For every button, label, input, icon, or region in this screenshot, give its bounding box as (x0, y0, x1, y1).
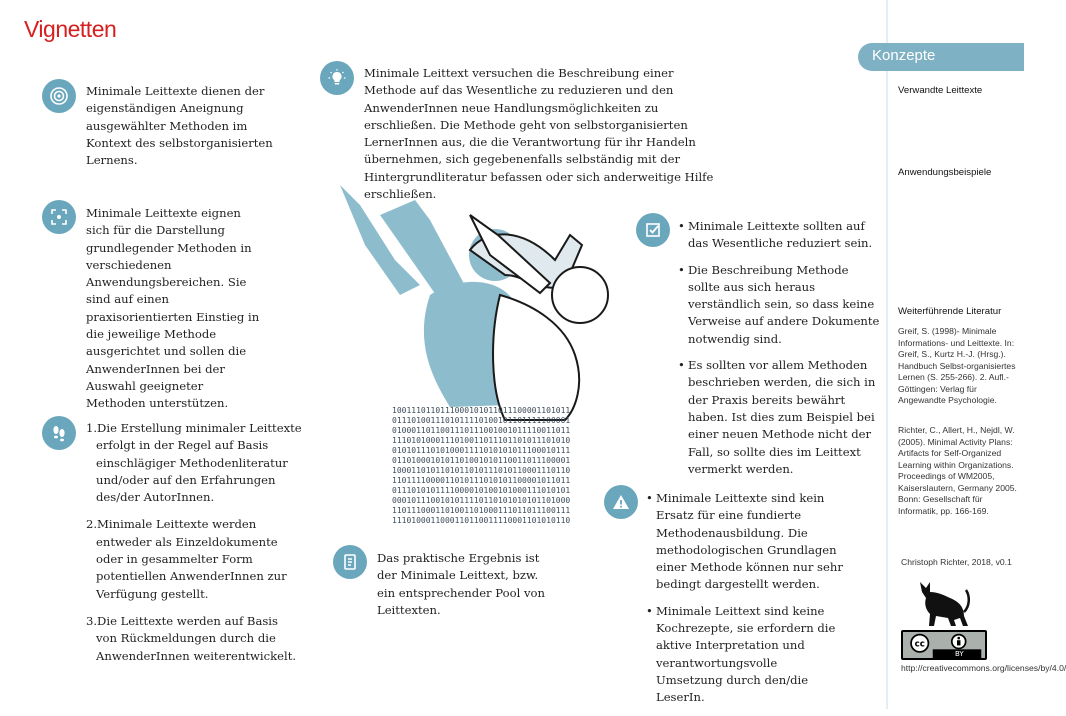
list-item: • Minimale Leittexte sollten auf das Wesentliche reduziert sein. (678, 218, 884, 253)
cat-logo (914, 572, 974, 628)
svg-text:011010001010110100101011001101: 0110100010101101001010110011011100001 (392, 456, 571, 465)
svg-text:000101110010101111011010101010: 0001011100101011110110101010101101000 (392, 496, 571, 505)
block-5-text: Das praktische Ergebnis ist der Minimale Leittext, bzw. ein entsprechender Pool von Leittexten. (377, 551, 545, 617)
cc-by-label: BY (955, 650, 964, 658)
svg-text:111010100011101001101110110101: 1110101000111010011011101101011101010 (392, 436, 571, 445)
author-credit: Christoph Richter, 2018, v0.1 (901, 557, 1012, 567)
sidebar-reference-2: Richter, C., Allert, H., Nejdl, W. (2005). Minimal Activity Plans: Artifacts for Self-Organized Learning within Organizations. Proceedings of WM2005, Kaiserslautern, Germany 2005. Bonn: Gesellschaft für Informatik, pp. 166-169. (898, 425, 1017, 516)
list-item: 2.Minimale Leittexte werden entweder als Einzeldokumente oder in gesammelter Form potentiellen AnwenderInnen zur Verfügung gestellt. (86, 517, 287, 601)
svg-text:110111100001101011101010110000: 1101111000011010111010101100001011011 (392, 476, 571, 485)
svg-text:010101110101000111101010101110: 0101011101010001111010101011100010111 (392, 446, 571, 455)
svg-text:011101010111100001010010100011: 0111010101111000010100101000111010101 (392, 486, 571, 495)
block-4-text: Minimale Leittext versuchen die Beschreibung einer Methode auf das Wesentliche zu reduzieren und den AnwenderInnen neue Handlungsmöglichkeiten zu erschließen. Die Methode geht von selbstorganisierten LernerInnen aus, die die Verantwortung für ihr Handeln übernehmen, sich gegebenenfalls selbständig mit der Hintergrundliteratur befassen oder sich anderweitige Hilfe erschließen. (364, 66, 714, 202)
svg-text:111010001100011011001111000110: 1110100011000110110011110001101010110 (392, 516, 571, 525)
block-1-text: Minimale Leittexte dienen der eigenständigen Aneignung ausgewählter Methoden im Kontext des selbstorganisierten Lernens. (86, 84, 273, 168)
list-item: 1.Die Erstellung minimaler Leittexte erfolgt in der Regel auf Basis einschlägiger Methodenliteratur und/oder auf den Erfahrungen des/der AutorInnen. (86, 421, 302, 505)
license-url[interactable]: http://creativecommons.org/licenses/by/4.0/ (901, 663, 1066, 673)
document-icon (333, 545, 367, 579)
sidebar-divider (886, 0, 888, 709)
svg-text:011101001110101111010010110111: 0111010011101011110100101101111100001 (392, 416, 571, 425)
svg-text:010001101100111011100100101111: 0100011011001110111001001011110011011 (392, 426, 571, 435)
sidebar-tab-konzepte[interactable]: Konzepte (858, 43, 1024, 71)
footprints-icon (42, 416, 76, 450)
sidebar-link-anwendungsbeispiele[interactable]: Anwendungsbeispiele (898, 167, 992, 178)
list-item: • Minimale Leittext sind keine Kochrezepte, sie erfordern die aktive Interpretation und verantwortungsvolle Umsetzung durch den/die LeserIn. (646, 603, 846, 707)
block-3-list (86, 420, 302, 675)
sidebar-reference-1: Greif, S. (1998)- Minimale Informations- und Leittexte. In: Greif, S., Kurtz H.-J. (Hrsg.). Handbuch Selbst-organisiertes Lernen (S. 255-266). 2. Aufl.- Göttingen: Verlag für Angewandte Psychologie. (898, 326, 1016, 405)
list-item: • Es sollten vor allem Methoden beschrieben werden, die sich in der Praxis bereits bewährt haben. Ist dies zum Beispiel bei einer neuen Methode nicht der Fall, so sollte dies im Leittext vermerkt werden. (678, 357, 884, 478)
list-item: • Die Beschreibung Methode sollte aus sich heraus verständlich sein, so dass keine Verweise auf andere Dokumente notwendig sind. (678, 262, 884, 348)
svg-text:110111000110100110100011101101: 1101110001101001101000111011011100111 (392, 506, 571, 515)
svg-text:100111011011100010101101110000: 1001110110111000101011011100001101011 (392, 406, 571, 415)
focus-frame-icon (42, 200, 76, 234)
list-item: 3.Die Leittexte werden auf Basis von Rückmeldungen durch die AnwenderInnen weiterentwickelt. (86, 613, 297, 663)
block-2-text: Minimale Leittexte eignen sich für die Darstellung grundlegender Methoden in verschiedenen Anwendungsbereichen. Sie sind auf einen praxisorientierten Einstieg in die jeweilige Methode ausgerichtet und sollen die AnwenderInnen bei der Auswahl geeigneter Methoden unterstützen. (86, 206, 260, 411)
page-title: Vignetten (24, 16, 117, 42)
checkbox-icon (636, 213, 670, 247)
sidebar-link-verwandte-leittexte[interactable]: Verwandte Leittexte (898, 85, 983, 96)
svg-text:cc: cc (914, 639, 925, 650)
target-icon (42, 79, 76, 113)
warning-icon (604, 485, 638, 519)
illustration-figure (320, 175, 620, 535)
svg-text:100011010110101101011101011000: 1000110101101011010111010110001110110 (392, 466, 571, 475)
lightbulb-icon (320, 61, 354, 95)
block-7-list (646, 490, 846, 716)
cc-license-badge (901, 630, 987, 660)
block-6-list (678, 218, 884, 487)
list-item: • Minimale Leittexte sind kein Ersatz für eine fundierte Methodenausbildung. Die methodologischen Grundlagen einer Methode können nur sehr bedingt dargestellt werden. (646, 490, 846, 594)
sidebar-literature-heading: Weiterführende Literatur (898, 306, 1002, 317)
